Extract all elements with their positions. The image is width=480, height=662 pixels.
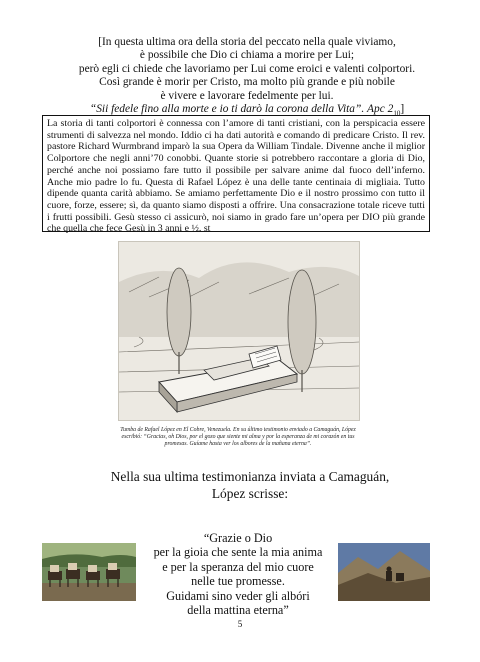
intro-line-2: è possibile che Dio ci chiama a morire per Lui; xyxy=(139,49,355,62)
testimony-intro-line-2: López scrisse: xyxy=(211,485,289,501)
closing-bracket: ] xyxy=(400,103,405,116)
grave-sketch-icon xyxy=(119,242,359,420)
mountain-trail-photo-icon xyxy=(338,543,430,601)
mountain-trail-photo xyxy=(338,543,430,601)
poem-line: della mattina eterna” xyxy=(187,603,289,618)
photo-caption: Tumba de Rafael López en El Cobre, Venezuela. En su último testimonio enviado a Camaguán, López escribió: “Gracias, oh Dios, por el gozo que siente mi alma y por la esperanza de mi corazón en tus promesas. Guíame hasta ver los albores de la mañana eterna”. xyxy=(120,427,356,447)
intro-line-5: è vivere e lavorare fedelmente per lui. xyxy=(160,89,334,102)
poem-line: nelle tue promesse. xyxy=(191,574,285,589)
poem-line: Guidami sino veder gli albóri xyxy=(166,588,310,603)
intro-line-4: Così grande è morir per Cristo, ma molto più grande e più nobile xyxy=(99,76,395,89)
intro-line-3: però egli ci chiede che lavoriamo per Lui come eroici e valenti colportori. xyxy=(78,62,416,75)
verse-text: “Sii fedele fino alla morte e io ti darò la corona della Vita”. xyxy=(89,103,365,116)
mule-train-photo-icon xyxy=(42,543,136,601)
verse-number: 10 xyxy=(393,109,401,118)
testimony-intro-line-1: Nella sua ultima testimonianza inviata a Camaguán, xyxy=(110,469,390,484)
testimony-poem xyxy=(138,531,338,617)
page-number: 5 xyxy=(237,619,243,629)
story-text: La storia di tanti colportori è connessa con l’amore di tanti cristiani, con la perspicacia essere strumenti di salvezza nel mondo. Iddio ci ha dati autorità e comando di predicare Cristo. Il rev. pastore Richard Wurmbrand imparò la sua Opera da William Tindale. Divenne anche il miglior Colportore che negli anni’70 conobbi. Quante storie si potrebbero raccontare a gloria di Dio, perché anche noi possiamo fare tutto il possibile per salvare anime dal fuoco dell’inferno. Anche mio padre lo fu. Questa di Rafael López è una delle tante centinaia di migliaia. Tutto dipende quanta carità abbiamo. Se amiamo perfettamente Dio e il nostro prossimo con tutto il cuore, forze, essere; sì, da quanto siamo disposti a offrire. Una consacrazione totale riceve tutti i frutti possibili. Gesù stesso ci assicurò, noi siamo in grado fare un’opera per DIO più grande che quella che fece Gesù in 3 anni e ½. st xyxy=(47,118,425,235)
story-paragraph-box xyxy=(42,115,430,235)
testimony-intro xyxy=(80,469,420,502)
verse-reference: Apc 2 xyxy=(367,103,394,116)
intro-line-1: [In questa ultima ora della storia del peccato nella quale viviamo, xyxy=(98,36,396,48)
grave-photo xyxy=(118,241,360,421)
poem-line: e per la speranza del mio cuore xyxy=(162,559,314,574)
poem-line: per la gioia che sente la mia anima xyxy=(153,545,323,560)
intro-quote-block xyxy=(60,36,434,121)
mule-train-photo xyxy=(42,543,136,601)
poem-line: “Grazie o Dio xyxy=(203,531,273,545)
